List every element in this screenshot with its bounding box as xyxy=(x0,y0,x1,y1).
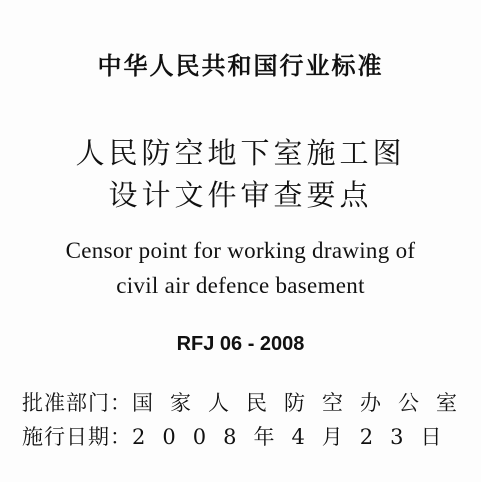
effective-date-label: 施行日期： xyxy=(22,425,132,449)
standard-type-heading: 中华人民共和国行业标准 xyxy=(97,52,384,80)
effective-date-row xyxy=(22,421,462,451)
english-title-line-1: Censor point for working drawing of xyxy=(65,238,416,263)
approval-department-label: 批准部门： xyxy=(22,391,132,415)
effective-date-value: 2008年4月23日 xyxy=(132,425,459,449)
chinese-title-line-1: 人民防空地下室施工图 xyxy=(75,136,406,170)
standard-code: RFJ 06 - 2008 xyxy=(176,333,305,355)
english-title-line-2: civil air defence basement xyxy=(116,273,365,298)
approval-department-row xyxy=(22,387,474,417)
approval-department-value: 国家人民防空办公室 xyxy=(132,391,474,415)
chinese-title-line-2: 设计文件审查要点 xyxy=(108,178,373,212)
